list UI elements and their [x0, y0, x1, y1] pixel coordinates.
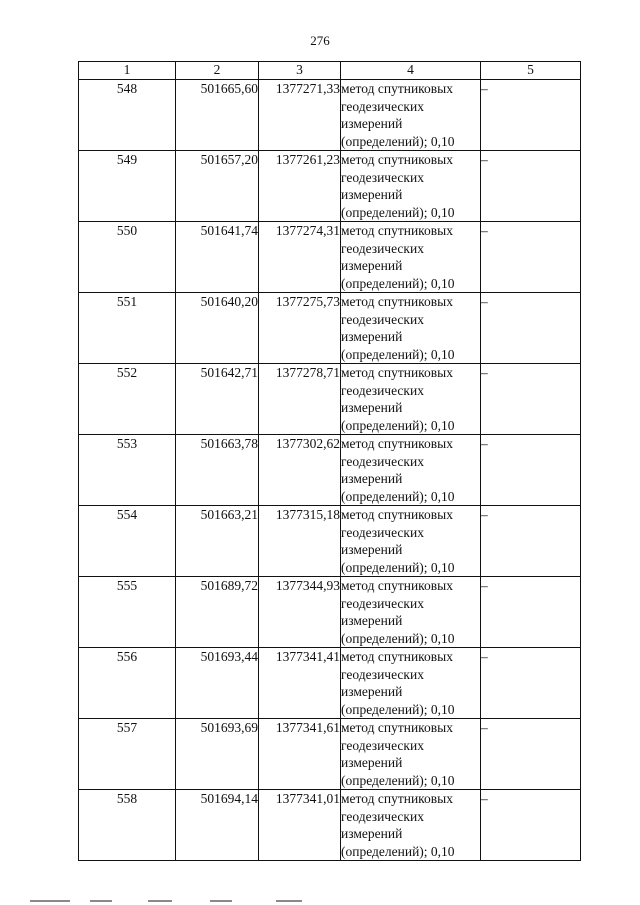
method-line: измерений: [341, 187, 403, 202]
coordinate-x: 501665,60: [176, 80, 259, 151]
method-line: геодезических: [341, 595, 424, 611]
note-value: –: [481, 222, 581, 293]
coordinate-x: 501689,72: [176, 577, 259, 648]
note-value: –: [481, 506, 581, 577]
point-number: 552: [79, 364, 176, 435]
method-line: метод спутниковых: [341, 436, 453, 451]
method-line: геодезических: [341, 382, 424, 398]
coordinate-x: 501694,14: [176, 790, 259, 861]
method-line: измерений: [341, 471, 403, 486]
method-description: [341, 435, 481, 506]
note-value: –: [481, 648, 581, 719]
method-line: метод спутниковых: [341, 720, 453, 735]
method-description: [341, 719, 481, 790]
method-line: метод спутниковых: [341, 152, 453, 167]
method-line: геодезических: [341, 311, 424, 327]
point-number: 556: [79, 648, 176, 719]
point-number: 553: [79, 435, 176, 506]
coordinate-x: 501642,71: [176, 364, 259, 435]
table-row: [79, 648, 581, 719]
method-line: геодезических: [341, 240, 424, 256]
method-line: (определений); 0,10: [341, 630, 455, 646]
table-row: [79, 577, 581, 648]
coordinate-y: 1377275,73: [259, 293, 341, 364]
table-row: [79, 222, 581, 293]
coordinate-y: 1377341,41: [259, 648, 341, 719]
method-line: измерений: [341, 116, 403, 131]
table-row: [79, 435, 581, 506]
method-line: измерений: [341, 400, 403, 415]
point-number: 550: [79, 222, 176, 293]
point-number: 551: [79, 293, 176, 364]
coordinate-x: 501640,20: [176, 293, 259, 364]
coordinate-y: 1377341,01: [259, 790, 341, 861]
method-line: геодезических: [341, 666, 424, 682]
method-line: (определений); 0,10: [341, 843, 455, 859]
method-line: метод спутниковых: [341, 507, 453, 522]
coordinate-y: 1377271,33: [259, 80, 341, 151]
note-value: –: [481, 151, 581, 222]
point-number: 548: [79, 80, 176, 151]
coordinate-x: 501663,78: [176, 435, 259, 506]
method-line: измерений: [341, 684, 403, 699]
table-row: [79, 364, 581, 435]
method-line: метод спутниковых: [341, 223, 453, 238]
method-line: измерений: [341, 542, 403, 557]
coordinate-x: 501663,21: [176, 506, 259, 577]
method-line: (определений); 0,10: [341, 772, 455, 788]
table-row: [79, 790, 581, 861]
point-number: 558: [79, 790, 176, 861]
header-col-4: 4: [341, 62, 481, 80]
header-col-2: 2: [176, 62, 259, 80]
table-row: [79, 506, 581, 577]
coordinate-x: 501693,44: [176, 648, 259, 719]
method-line: (определений); 0,10: [341, 417, 455, 433]
method-line: метод спутниковых: [341, 649, 453, 664]
point-number: 555: [79, 577, 176, 648]
coordinate-x: 501693,69: [176, 719, 259, 790]
table-row: [79, 719, 581, 790]
method-line: метод спутниковых: [341, 791, 453, 806]
page-number: 276: [310, 33, 330, 48]
note-value: –: [481, 435, 581, 506]
coordinates-table: [78, 61, 581, 861]
method-line: (определений); 0,10: [341, 701, 455, 717]
method-line: геодезических: [341, 524, 424, 540]
header-col-1: 1: [79, 62, 176, 80]
note-value: –: [481, 364, 581, 435]
method-line: (определений); 0,10: [341, 204, 455, 220]
method-line: измерений: [341, 826, 403, 841]
coordinate-x: 501657,20: [176, 151, 259, 222]
scan-artifact: [30, 897, 330, 905]
table-row: [79, 293, 581, 364]
coordinate-y: 1377278,71: [259, 364, 341, 435]
method-description: [341, 222, 481, 293]
method-description: [341, 506, 481, 577]
coordinate-y: 1377274,31: [259, 222, 341, 293]
method-line: метод спутниковых: [341, 81, 453, 96]
method-line: измерений: [341, 613, 403, 628]
note-value: –: [481, 80, 581, 151]
coordinate-y: 1377344,93: [259, 577, 341, 648]
point-number: 549: [79, 151, 176, 222]
method-description: [341, 364, 481, 435]
method-line: геодезических: [341, 453, 424, 469]
method-line: (определений); 0,10: [341, 559, 455, 575]
note-value: –: [481, 293, 581, 364]
table-header-row: [79, 62, 581, 80]
point-number: 557: [79, 719, 176, 790]
method-line: измерений: [341, 258, 403, 273]
header-col-3: 3: [259, 62, 341, 80]
method-line: геодезических: [341, 98, 424, 114]
method-description: [341, 80, 481, 151]
method-description: [341, 151, 481, 222]
method-line: геодезических: [341, 169, 424, 185]
method-description: [341, 648, 481, 719]
method-line: измерений: [341, 755, 403, 770]
coordinate-y: 1377315,18: [259, 506, 341, 577]
coordinate-x: 501641,74: [176, 222, 259, 293]
note-value: –: [481, 577, 581, 648]
method-line: (определений); 0,10: [341, 346, 455, 362]
method-line: (определений); 0,10: [341, 133, 455, 149]
coordinate-y: 1377261,23: [259, 151, 341, 222]
coordinate-y: 1377341,61: [259, 719, 341, 790]
method-line: (определений); 0,10: [341, 275, 455, 291]
method-description: [341, 790, 481, 861]
point-number: 554: [79, 506, 176, 577]
method-description: [341, 577, 481, 648]
method-line: метод спутниковых: [341, 578, 453, 593]
method-line: геодезических: [341, 808, 424, 824]
method-line: геодезических: [341, 737, 424, 753]
method-line: (определений); 0,10: [341, 488, 455, 504]
note-value: –: [481, 719, 581, 790]
note-value: –: [481, 790, 581, 861]
method-line: метод спутниковых: [341, 365, 453, 380]
header-col-5: 5: [481, 62, 581, 80]
coordinate-y: 1377302,62: [259, 435, 341, 506]
table-row: [79, 151, 581, 222]
method-line: метод спутниковых: [341, 294, 453, 309]
table-row: [79, 80, 581, 151]
table-body: [79, 80, 581, 861]
method-description: [341, 293, 481, 364]
method-line: измерений: [341, 329, 403, 344]
